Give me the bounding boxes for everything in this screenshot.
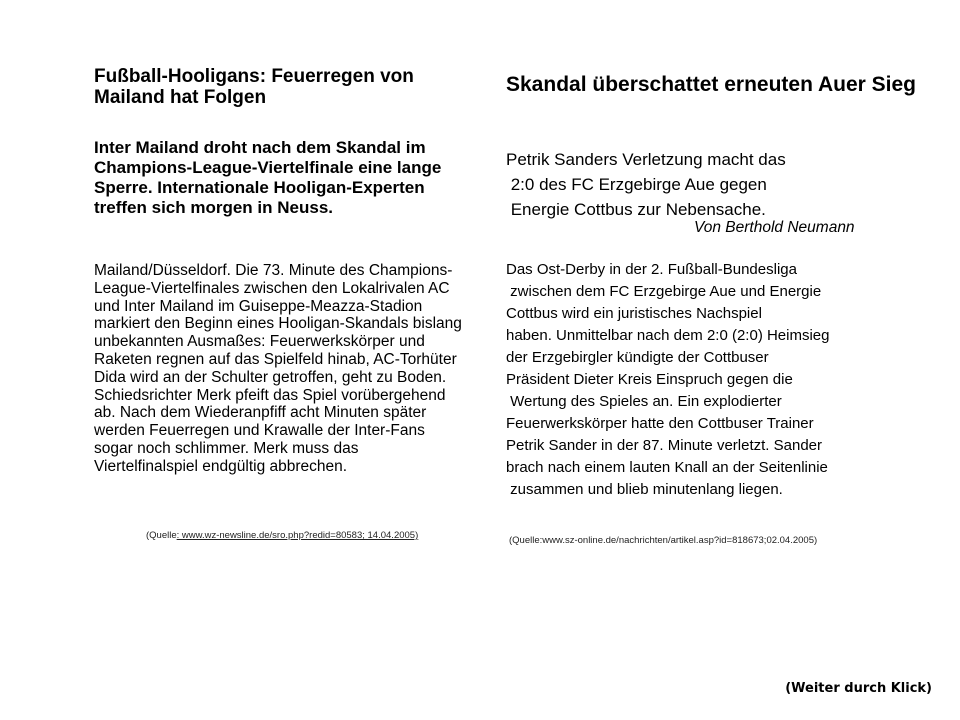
right-article-title: Skandal überschattet erneuten Auer Sieg — [506, 73, 917, 96]
right-body-line: Präsident Dieter Kreis Einspruch gegen die — [506, 371, 793, 388]
right-subtitle-line: Petrik Sanders Verletzung macht das — [506, 150, 786, 169]
right-body-line: brach nach einem lauten Knall an der Seitenlinie — [506, 459, 828, 476]
right-subtitle-line: 2:0 des FC Erzgebirge Aue gegen — [506, 175, 767, 194]
right-body-line: der Erzgebirgler kündigte der Cottbuser — [506, 349, 769, 366]
right-body-line: Das Ost-Derby in der 2. Fußball-Bundesliga — [506, 261, 797, 278]
right-body-line: Feuerwerkskörper hatte den Cottbuser Trainer — [506, 415, 814, 432]
right-body-line: Petrik Sander in der 87. Minute verletzt. Sander — [506, 437, 822, 454]
right-body-line: haben. Unmittelbar nach dem 2:0 (2:0) Heimsieg — [506, 327, 830, 344]
right-article-body — [506, 259, 916, 501]
right-body-line: zusammen und blieb minutenlang liegen. — [506, 481, 783, 498]
right-article-subtitle — [506, 147, 916, 222]
right-article-source[interactable]: (Quelle:www.sz-online.de/nachrichten/artikel.asp?id=818673;02.04.2005) — [509, 535, 818, 546]
left-article-source — [146, 530, 476, 542]
left-source-link[interactable]: : www.wz-newsline.de/sro.php?redid=80583; 14.04.2005) — [176, 530, 419, 541]
right-subtitle-line: Energie Cottbus zur Nebensache. — [506, 200, 766, 219]
left-article-body: Mailand/Düsseldorf. Die 73. Minute des Champions-League-Viertelfinales zwischen den Lokalrivalen AC und Inter Mailand im Guiseppe-Meazza-Stadion markiert den Beginn eines Hooligan-Skandals bislang unbekannten Ausmaßes: Feuerwerkskörper und Raketen regnen auf das Spielfeld hinab, AC-Torhüter Dida wird an der Schulter getroffen, geht zu Boden. Schiedsrichter Merk pfeift das Spiel vorübergehend ab. Nach dem Wiederanpfiff acht Minuten später werden Feuerregen und Krawalle der Inter-Fans sogar noch schlimmer. Merk muss das Viertelfinalspiel endgültig abbrechen. — [94, 262, 462, 475]
left-source-prefix: (Quelle — [146, 530, 177, 541]
right-article-author: Von Berthold Neumann — [694, 219, 855, 236]
right-body-line: Cottbus wird ein juristisches Nachspiel — [506, 305, 762, 322]
left-article-title: Fußball-Hooligans: Feuerregen von Mailand hat Folgen — [94, 66, 414, 108]
left-article-subtitle: Inter Mailand droht nach dem Skandal im Champions-League-Viertelfinale eine lange Sperre. Internationale Hooligan-Experten treffen sich morgen in Neuss. — [94, 138, 442, 217]
right-body-line: zwischen dem FC Erzgebirge Aue und Energie — [506, 283, 822, 300]
right-body-line: Wertung des Spieles an. Ein explodierter — [506, 393, 782, 410]
continue-button[interactable]: (Weiter durch Klick) — [785, 681, 932, 696]
